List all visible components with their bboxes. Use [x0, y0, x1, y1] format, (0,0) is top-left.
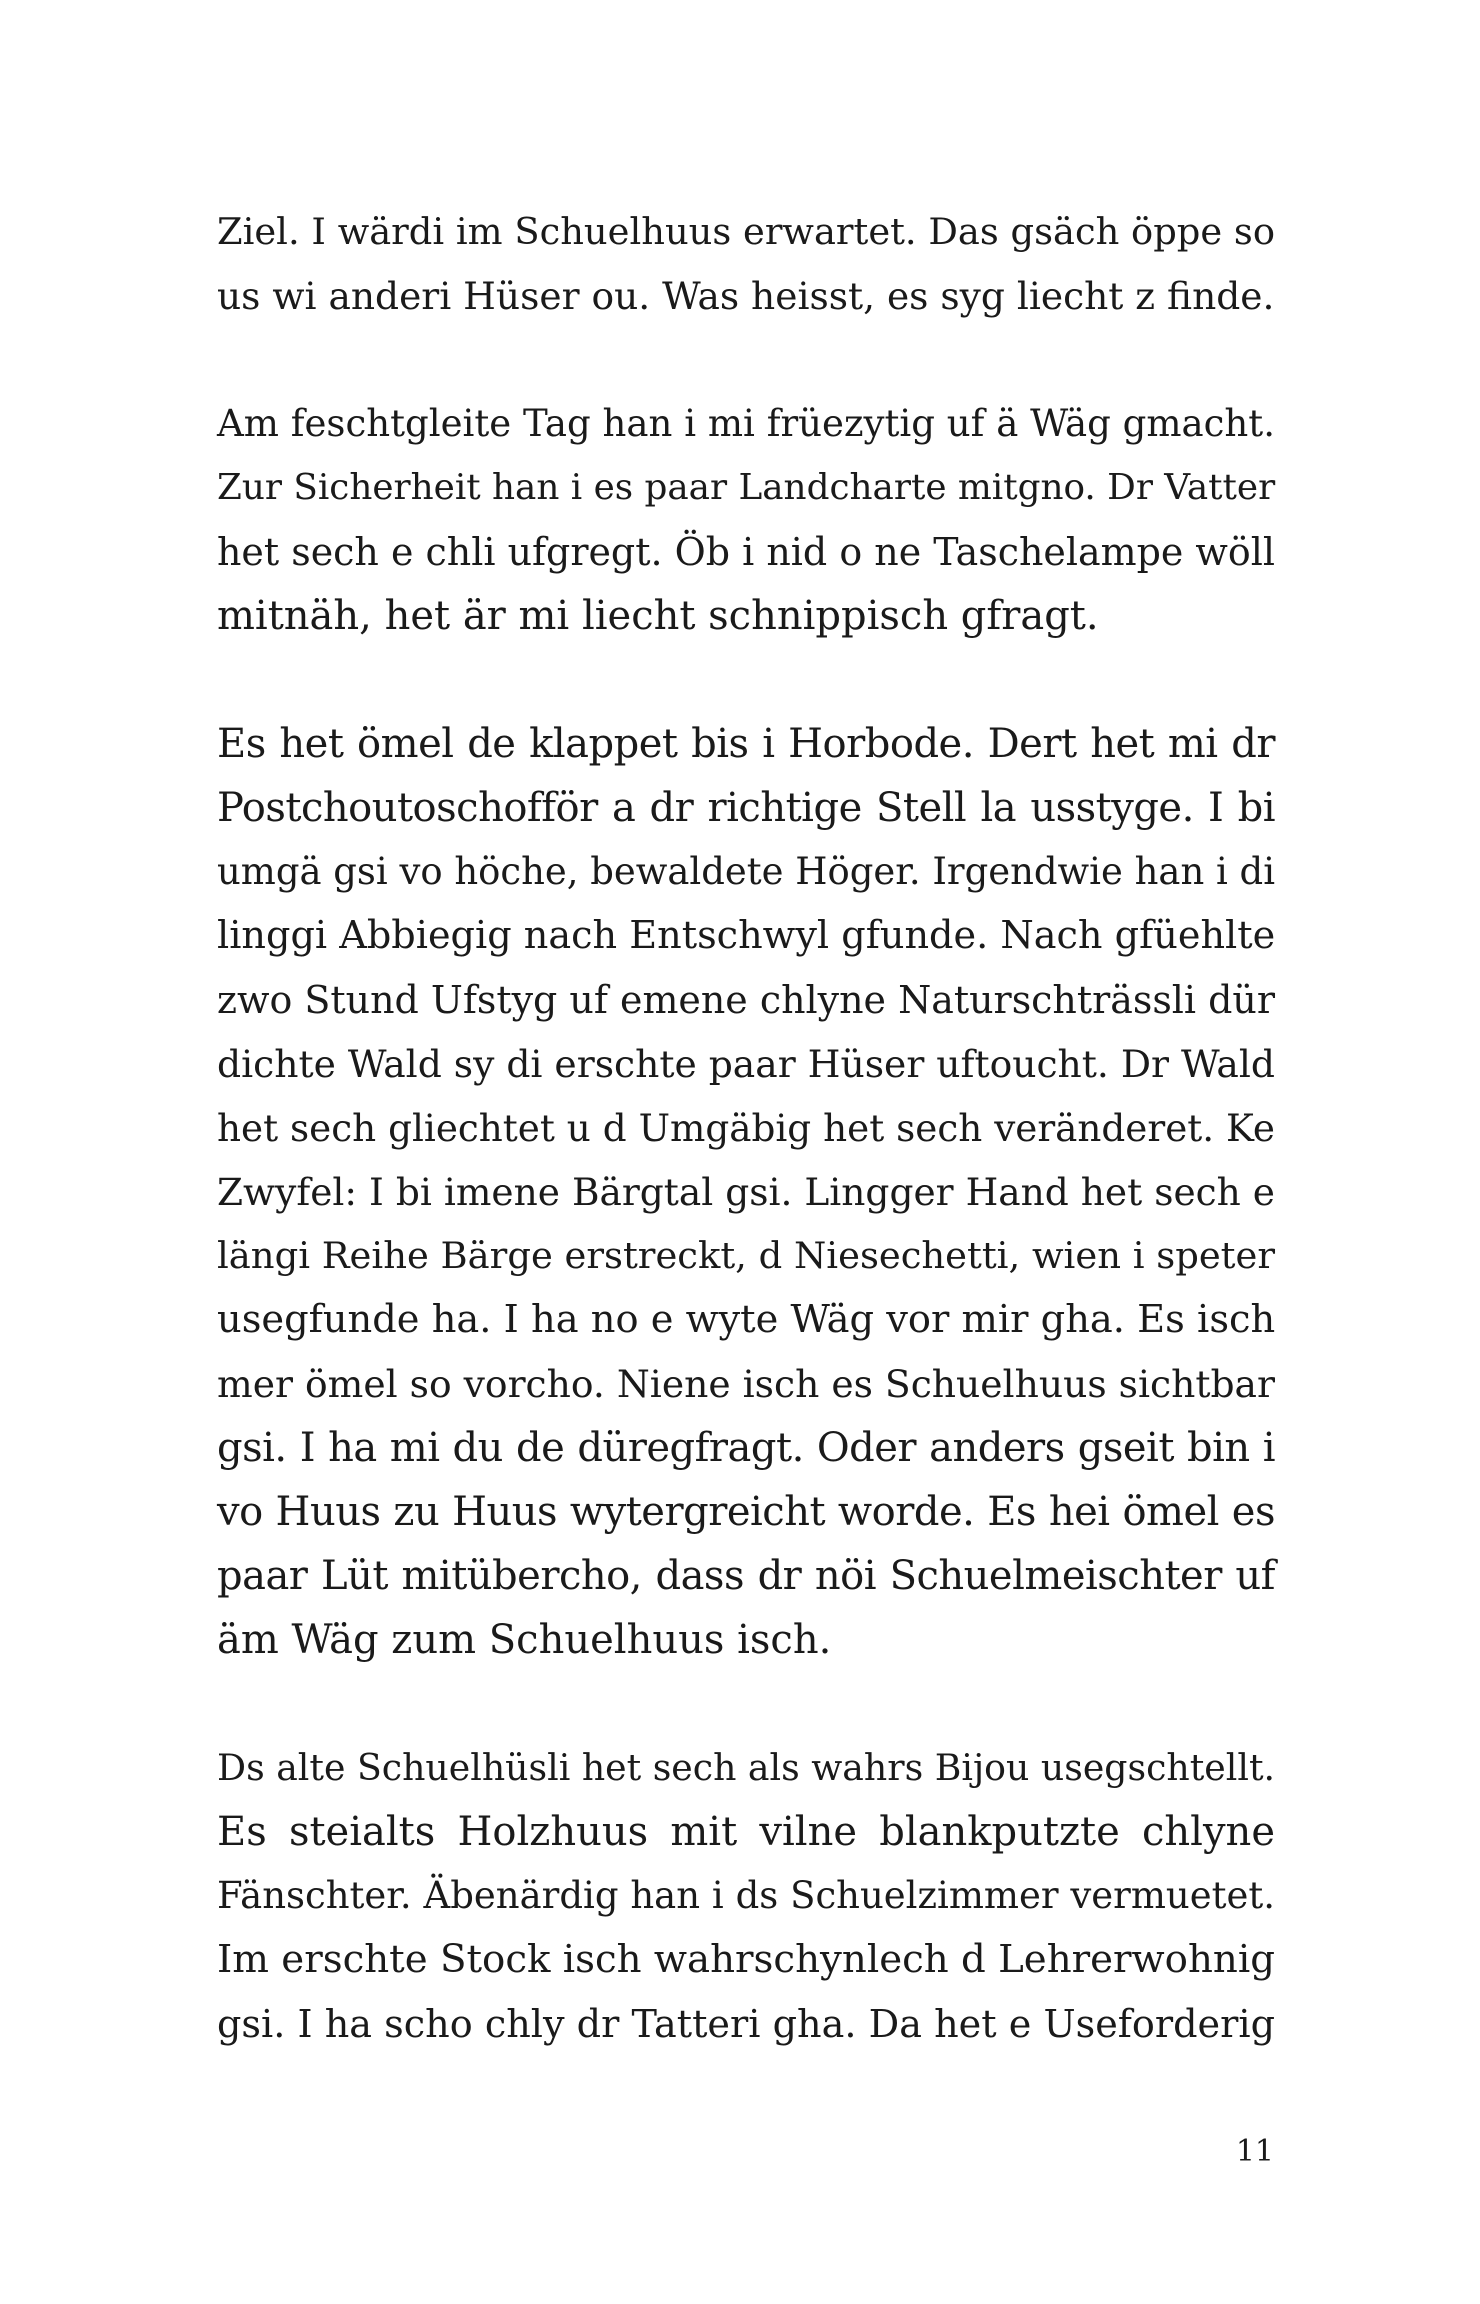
text-line: gsi. I ha mi du de düregfragt. Oder anders gseit bin i — [217, 1425, 1275, 1471]
text-line: usegfunde ha. I ha no e wyte Wäg vor mir gha. Es isch — [217, 1297, 1276, 1342]
text-line: dichte Wald sy di erschte paar Hüser uftoucht. Dr Wald — [217, 1042, 1275, 1086]
text-line: längi Reihe Bärge erstreckt, d Niesechetti, wien i speter — [217, 1234, 1275, 1277]
text-line: het sech gliechtet u d Umgäbig het sech veränderet. Ke — [217, 1106, 1275, 1150]
text-line: Zur Sicherheit han i es paar Landcharte mitgno. Dr Vatter — [217, 467, 1276, 508]
paragraph-3 — [217, 712, 1275, 1672]
text-line: us wi anderi Hüser ou. Was heisst, es syg liecht z finde. — [217, 274, 1275, 318]
body-text — [217, 200, 1275, 2056]
text-line: gsi. I ha scho chly dr Tatteri gha. Da het e Useforderig — [217, 2002, 1275, 2046]
text-line: Es het ömel de klappet bis i Horbode. Dert het mi dr — [217, 721, 1275, 767]
text-line: mer ömel so vorcho. Niene isch es Schuelhuus sichtbar — [217, 1362, 1275, 1406]
text-line: äm Wäg zum Schuelhuus isch. — [217, 1617, 832, 1663]
text-line: umgä gsi vo höche, bewaldete Höger. Irgendwie han i di — [217, 850, 1276, 893]
text-line: Postchoutoschofför a dr richtige Stell la usstyge. I bi — [217, 785, 1275, 831]
text-line: paar Lüt mitübercho, dass dr nöi Schuelmeischter uf — [217, 1553, 1275, 1599]
text-line: vo Huus zu Huus wytergreicht worde. Es hei ömel es — [217, 1489, 1275, 1535]
text-line: Im erschte Stock isch wahrschynlech d Lehrerwohnig — [217, 1937, 1275, 1982]
text-line: mitnäh, het är mi liecht schnippisch gfragt. — [217, 593, 1099, 639]
page-number: 11 — [1235, 2134, 1274, 2169]
text-line: linggi Abbiegig nach Entschwyl gfunde. Nach gfüehlte — [217, 914, 1276, 958]
text-line: Ziel. I wärdi im Schuelhuus erwartet. Das gsäch öppe so — [217, 210, 1275, 253]
text-line: Zwyfel: I bi imene Bärgtal gsi. Lingger Hand het sech e — [217, 1170, 1275, 1214]
paragraph-2 — [217, 392, 1275, 648]
text-line: Am feschtgleite Tag han i mi früezytig uf ä Wäg gmacht. — [217, 402, 1275, 445]
text-line: Es steialts Holzhuus mit vilne blankputzte chlyne — [217, 1809, 1275, 1855]
text-line: het sech e chli ufgregt. Öb i nid o ne Taschelampe wöll — [217, 530, 1275, 574]
paragraph-4 — [217, 1736, 1275, 2056]
text-line: zwo Stund Ufstyg uf emene chlyne Naturschträssli dür — [217, 978, 1275, 1022]
paragraph-1 — [217, 200, 1275, 328]
text-line: Ds alte Schuelhüsli het sech als wahrs Bijou usegschtellt. — [217, 1746, 1276, 1789]
text-line: Fänschter. Äbenärdig han i ds Schuelzimmer vermuetet. — [217, 1874, 1275, 1917]
